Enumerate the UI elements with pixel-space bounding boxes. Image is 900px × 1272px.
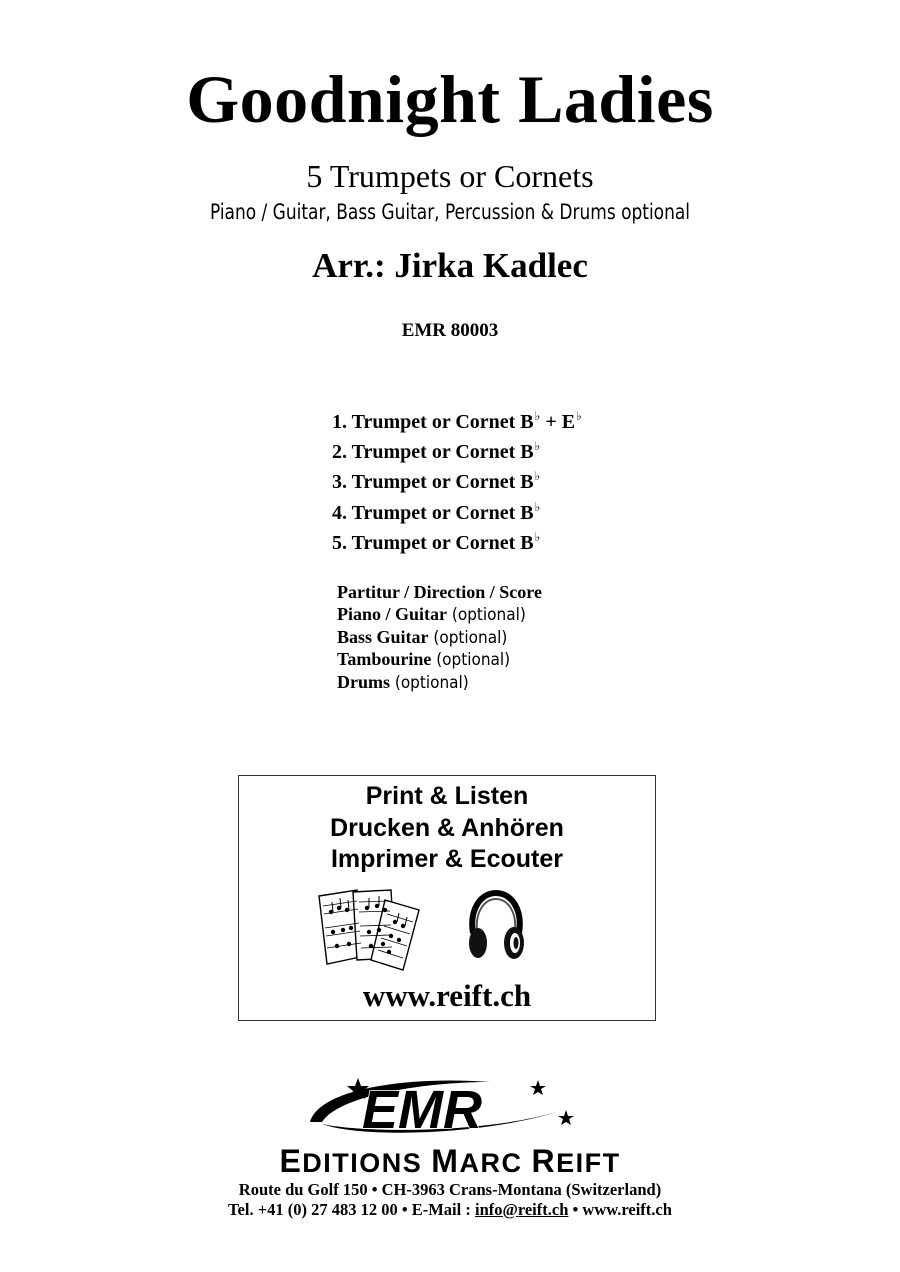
sheet-music-icon: [313, 884, 423, 972]
part-item: 1. Trumpet or Cornet B♭ + E♭: [332, 409, 582, 433]
arranger: Arr.: Jirka Kadlec: [312, 246, 588, 285]
promo-line-french: Imprimer & Ecouter: [330, 845, 563, 873]
subtitle: 5 Trumpets or Cornets: [306, 158, 594, 194]
publisher-address: Route du Golf 150 • CH-3963 Crans-Montana (Switzerland): [238, 1180, 662, 1199]
part-item: 5. Trumpet or Cornet B♭: [332, 529, 541, 554]
extra-item: Partitur / Direction / Score: [337, 582, 542, 602]
publisher-name: EDITIONS MARC REIFT: [279, 1143, 621, 1179]
promo-line-english: Print & Listen: [365, 782, 529, 810]
extra-item: Piano / Guitar (optional): [337, 604, 526, 626]
emr-logo-icon: [300, 1074, 600, 1140]
instrumentation-note: Piano / Guitar, Bass Guitar, Percussion & Drums optional: [209, 200, 691, 224]
page-title: Goodnight Ladies: [186, 61, 714, 137]
svg-text:EMR: EMR: [362, 1080, 482, 1140]
extra-item: Bass Guitar (optional): [337, 626, 508, 648]
headphones-icon: [465, 889, 527, 963]
part-item: 4. Trumpet or Cornet B♭: [332, 499, 541, 524]
email-link[interactable]: info@reift.ch: [474, 1200, 569, 1219]
extras-list: [337, 581, 542, 693]
part-item: 2. Trumpet or Cornet B♭: [332, 439, 541, 464]
promo-line-german: Drucken & Anhören: [330, 814, 564, 842]
extra-item: Drums (optional): [337, 671, 469, 693]
parts-list: [332, 403, 582, 554]
publisher-contact: Tel. +41 (0) 27 483 12 00 • E-Mail : info@reift.ch • www.reift.ch: [228, 1200, 672, 1219]
part-item: 3. Trumpet or Cornet B♭: [332, 469, 541, 494]
extra-item: Tambourine (optional): [337, 649, 511, 671]
catalog-number: EMR 80003: [401, 320, 499, 341]
print-listen-box: [238, 775, 656, 1021]
promo-url: www.reift.ch: [362, 978, 532, 1013]
